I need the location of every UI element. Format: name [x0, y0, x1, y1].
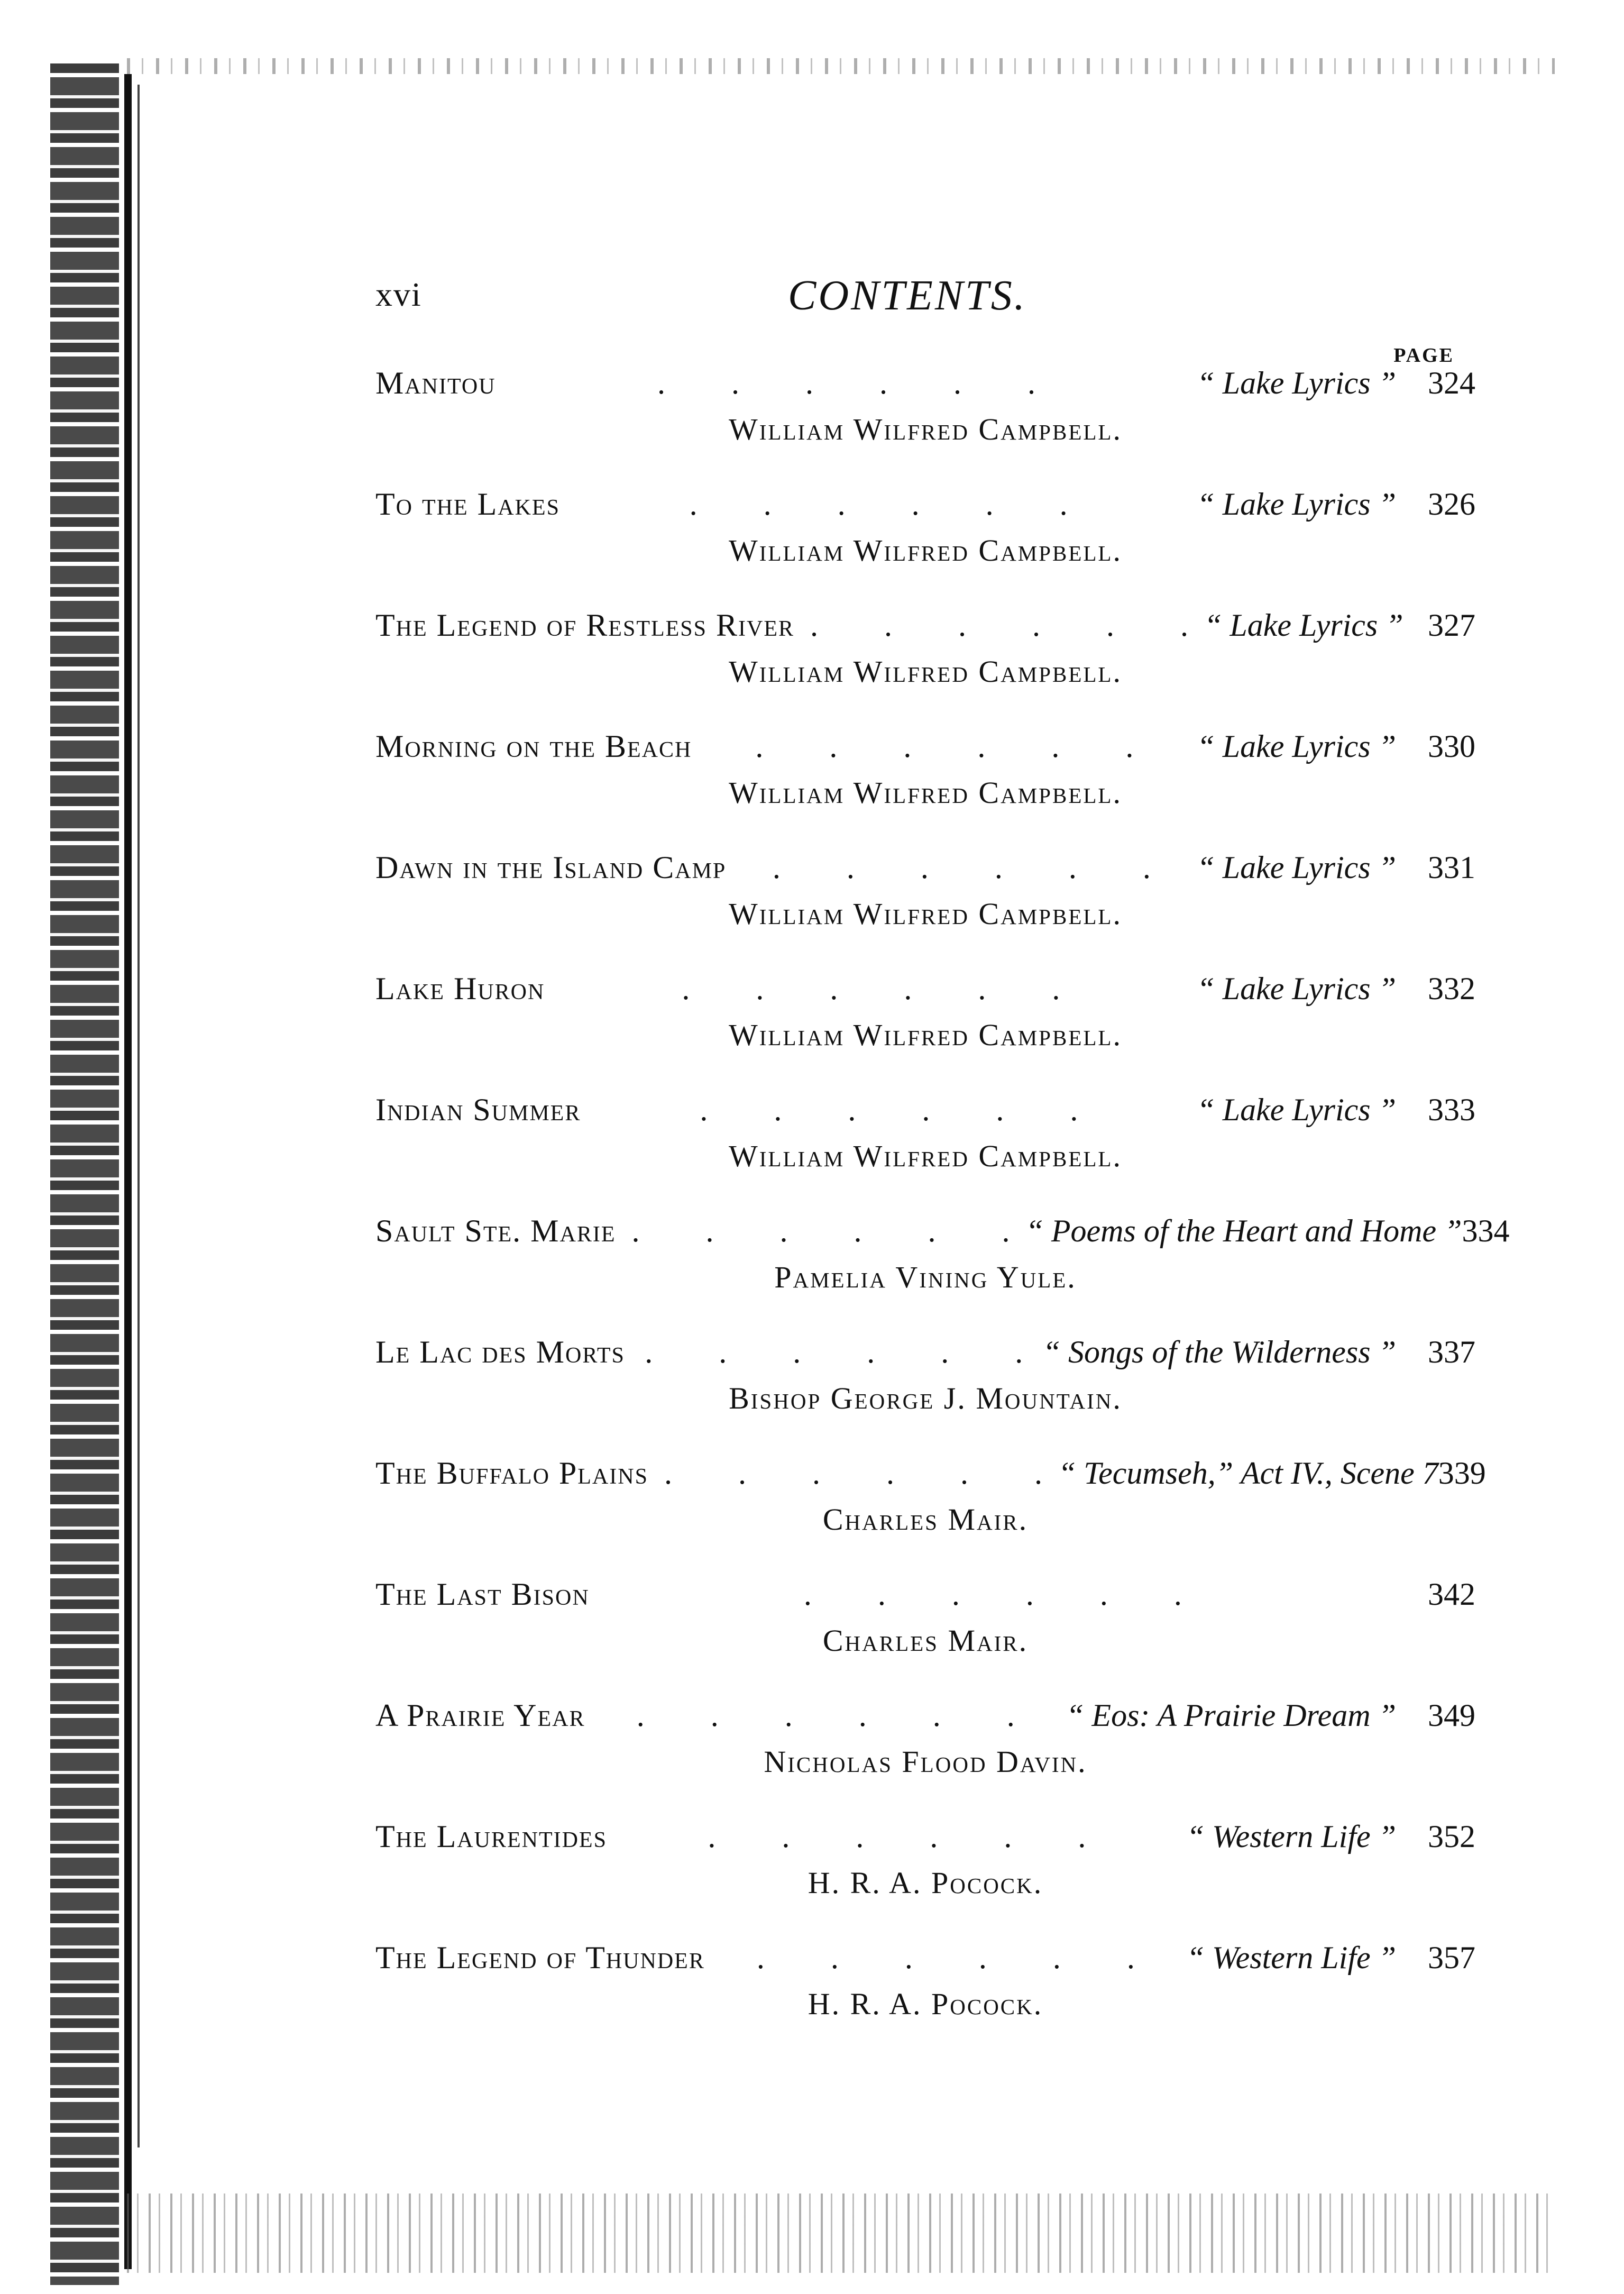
leader-dots: . . . . . .: [810, 608, 1189, 643]
page-ref: 352: [1428, 1819, 1475, 1854]
list-item: [375, 1697, 1475, 1818]
poem-source: “ Poems of the Heart and Home ”: [1025, 1213, 1462, 1248]
list-item: [375, 365, 1475, 486]
list-item: [375, 1818, 1475, 1940]
poem-source: “ Tecumseh,” Act IV., Scene 7: [1058, 1456, 1438, 1491]
poem-author: William Wilfred Campbell.: [729, 412, 1122, 446]
poem-author: Pamelia Vining Yule.: [774, 1260, 1077, 1294]
poem-title: Sault Ste. Marie: [375, 1213, 616, 1248]
poem-author: Bishop George J. Mountain.: [729, 1381, 1122, 1415]
page-ref: 324: [1428, 365, 1475, 400]
page-ref: 334: [1462, 1213, 1510, 1248]
leader-dots: . . . . . .: [682, 971, 1060, 1006]
list-item: [375, 1213, 1510, 1334]
poem-source: “ Lake Lyrics ”: [1197, 365, 1396, 400]
page-ref: 337: [1428, 1335, 1475, 1369]
leader-dots: . . . . . .: [755, 729, 1134, 764]
page-ref: 357: [1428, 1940, 1475, 1975]
poem-source: “ Western Life ”: [1186, 1819, 1396, 1854]
poem-source: “ Lake Lyrics ”: [1197, 729, 1396, 764]
page-ref: 330: [1428, 729, 1475, 764]
poem-source: “ Lake Lyrics ”: [1197, 1092, 1396, 1127]
poem-title: A Prairie Year: [375, 1698, 585, 1733]
poem-title: Manitou: [375, 365, 496, 400]
poem-author: William Wilfred Campbell.: [729, 533, 1122, 568]
leader-dots: . . . . . .: [708, 1819, 1086, 1854]
binding-rule-inner: [137, 85, 140, 2147]
poem-title: Morning on the Beach: [375, 729, 692, 764]
poem-author: William Wilfred Campbell.: [729, 1018, 1122, 1052]
poem-title: The Last Bison: [375, 1577, 590, 1612]
leader-dots: . . . . . .: [631, 1213, 1010, 1248]
page-ref: 342: [1428, 1577, 1475, 1612]
poem-title: Indian Summer: [375, 1092, 581, 1127]
poem-author: William Wilfred Campbell.: [729, 654, 1122, 689]
poem-title: The Buffalo Plains: [375, 1456, 648, 1491]
poem-source: “ Lake Lyrics ”: [1197, 971, 1396, 1006]
list-item: [375, 849, 1475, 971]
leader-dots: . . . . . .: [803, 1577, 1182, 1612]
list-item: [375, 1092, 1475, 1213]
leader-dots: . . . . . .: [657, 365, 1035, 400]
page-ref: 327: [1428, 608, 1475, 643]
poem-author: Nicholas Flood Davin.: [764, 1744, 1087, 1779]
leader-dots: . . . . . .: [700, 1092, 1078, 1127]
page-title: CONTENTS.: [788, 272, 1027, 319]
list-item: [375, 1455, 1486, 1576]
poem-title: The Legend of Restless River: [375, 608, 795, 643]
leader-dots: . . . . . .: [664, 1456, 1042, 1491]
poem-author: William Wilfred Campbell.: [729, 775, 1122, 810]
list-item: [375, 971, 1475, 1092]
list-item: [375, 486, 1475, 607]
poem-source: “ Songs of the Wilderness ”: [1042, 1335, 1396, 1369]
page-ref: 332: [1428, 971, 1475, 1006]
poem-source: “ Lake Lyrics ”: [1197, 487, 1396, 522]
page-ref: 339: [1438, 1456, 1486, 1491]
book-binding-gutter: [50, 63, 119, 2285]
poem-title: Le Lac des Morts: [375, 1335, 625, 1369]
poem-title: Dawn in the Island Camp: [375, 850, 727, 885]
leader-dots: . . . . . .: [689, 487, 1068, 522]
poem-author: William Wilfred Campbell.: [729, 1139, 1122, 1173]
poem-author: Charles Mair.: [822, 1623, 1029, 1658]
poem-author: H. R. A. Pocock.: [808, 1866, 1043, 1900]
list-item: [375, 1576, 1475, 1697]
contents-page: [375, 272, 1510, 2073]
list-item: [375, 1334, 1475, 1455]
poem-title: The Legend of Thunder: [375, 1940, 705, 1975]
page-ref: 326: [1428, 487, 1475, 522]
page-ref: 333: [1428, 1092, 1475, 1127]
list-item: [375, 728, 1475, 849]
poem-source: “ Lake Lyrics ”: [1204, 608, 1403, 643]
page-header: [375, 272, 1475, 349]
poem-title: Lake Huron: [375, 971, 545, 1006]
poem-source: “ Western Life ”: [1186, 1940, 1396, 1975]
leader-dots: . . . . . .: [772, 850, 1151, 885]
poem-title: The Laurentides: [375, 1819, 607, 1854]
poem-source: “ Lake Lyrics ”: [1197, 850, 1396, 885]
scan-bottom-edge: [127, 2194, 1555, 2273]
page-number: xvi: [375, 276, 422, 313]
poem-author: Charles Mair.: [822, 1502, 1029, 1537]
poem-title: To the Lakes: [375, 487, 560, 522]
leader-dots: . . . . . .: [645, 1335, 1023, 1369]
poem-source: “ Eos: A Prairie Dream ”: [1066, 1698, 1396, 1733]
leader-dots: . . . . . .: [756, 1940, 1135, 1975]
page-ref: 331: [1428, 850, 1475, 885]
page-ref: 349: [1428, 1698, 1475, 1733]
page-column-label: PAGE: [1393, 344, 1454, 367]
poem-author: H. R. A. Pocock.: [808, 1987, 1043, 2021]
binding-rule: [124, 74, 132, 2269]
leader-dots: . . . . . .: [636, 1698, 1015, 1733]
contents-list: [375, 365, 1510, 2061]
scan-top-edge: [127, 58, 1555, 74]
list-item: [375, 1940, 1475, 2061]
poem-author: William Wilfred Campbell.: [729, 897, 1122, 931]
list-item: [375, 607, 1475, 728]
